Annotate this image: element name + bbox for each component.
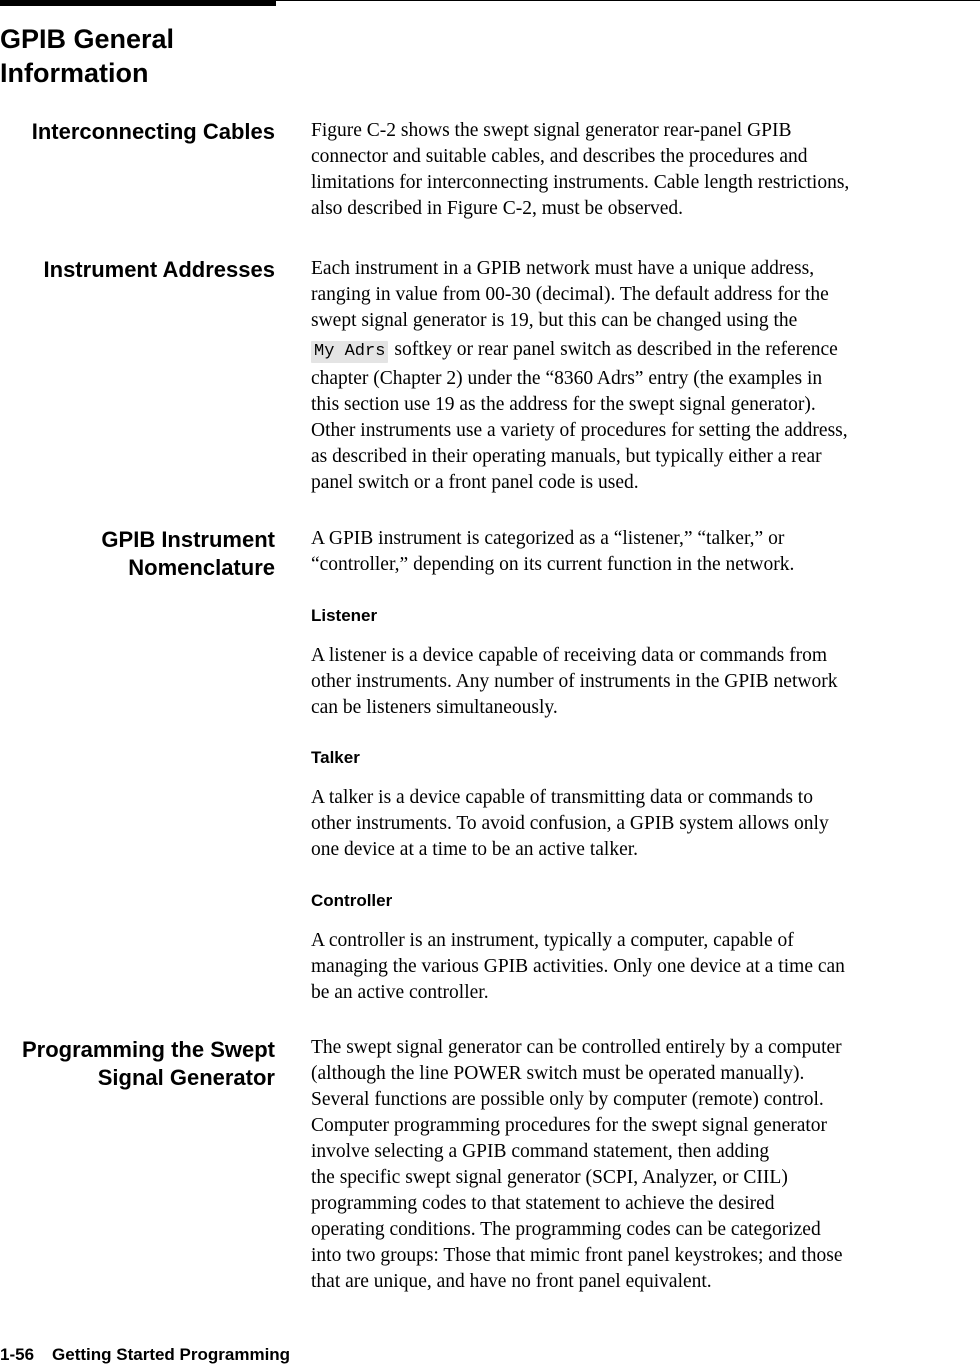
subheading-controller: Controller — [311, 891, 393, 910]
body-line: swept signal generator is 19, but this can be changed using the — [311, 310, 798, 331]
body-line: other instruments. To avoid confusion, a GPIB system allows only — [311, 813, 829, 834]
section-heading-line: GPIB Instrument — [101, 527, 275, 552]
section-body-instrument-addresses — [311, 256, 979, 496]
body-line: one device at a time to be an active talker. — [311, 839, 639, 860]
section-heading-programming — [0, 1036, 275, 1092]
talker-body — [311, 785, 979, 863]
body-line: also described in Figure C-2, must be observed. — [311, 198, 684, 219]
header-rule-thick — [0, 0, 276, 6]
page-title — [0, 22, 300, 90]
body-line: programming codes to that statement to achieve the desired — [311, 1193, 775, 1214]
body-line: other instruments. Any number of instruments in the GPIB network — [311, 671, 838, 692]
body-line: into two groups: Those that mimic front panel keystrokes; and those — [311, 1245, 843, 1266]
section-heading-instrument-addresses — [0, 256, 275, 284]
section-heading-gpib-instrument-nomenclature — [0, 526, 275, 582]
page-title-line: GPIB General — [0, 24, 175, 54]
section-body-gpib-instrument-nomenclature — [311, 526, 979, 578]
section-heading-line: Signal Generator — [97, 1065, 275, 1090]
body-line: can be listeners simultaneously. — [311, 697, 558, 718]
body-line-softkey — [311, 334, 979, 366]
body-line: A talker is a device capable of transmitting data or commands to — [311, 787, 813, 808]
body-line: that are unique, and have no front panel equivalent. — [311, 1271, 712, 1292]
subheading-listener: Listener — [311, 606, 378, 625]
page-number: 1-56 — [0, 1345, 35, 1364]
subheading-talker: Talker — [311, 748, 360, 767]
body-line: ranging in value from 00-30 (decimal). The default address for the — [311, 284, 829, 305]
section-heading-line: Interconnecting Cables — [31, 119, 275, 144]
body-line: involve selecting a GPIB command statement, then adding — [311, 1141, 770, 1162]
body-line: limitations for interconnecting instruments. Cable length restrictions, — [311, 172, 850, 193]
body-line: A controller is an instrument, typically a computer, capable of — [311, 930, 794, 951]
body-line: Figure C-2 shows the swept signal generator rear-panel GPIB — [311, 120, 792, 141]
body-line: Computer programming procedures for the swept signal generator — [311, 1115, 828, 1136]
body-line: “controller,” depending on its current function in the network. — [311, 554, 795, 575]
body-line: be an active controller. — [311, 982, 489, 1003]
my-adrs-softkey: My Adrs — [311, 341, 388, 363]
section-body-interconnecting-cables — [311, 118, 979, 222]
body-line: the specific swept signal generator (SCPI, Analyzer, or CIIL) — [311, 1167, 788, 1188]
listener-body — [311, 643, 979, 721]
body-line: operating conditions. The programming codes can be categorized — [311, 1219, 821, 1240]
body-line: as described in their operating manuals, but typically either a rear — [311, 446, 822, 467]
body-line: (although the line POWER switch must be operated manually). — [311, 1063, 805, 1084]
body-line: chapter (Chapter 2) under the “8360 Adrs” entry (the examples in — [311, 368, 823, 389]
body-line: this section use 19 as the address for the swept signal generator). — [311, 394, 816, 415]
section-heading-line: Nomenclature — [128, 555, 275, 580]
body-line: Several functions are possible only by computer (remote) control. — [311, 1089, 824, 1110]
page-footer — [0, 1344, 290, 1366]
body-line: A GPIB instrument is categorized as a “listener,” “talker,” or — [311, 528, 785, 549]
body-line: Each instrument in a GPIB network must have a unique address, — [311, 258, 815, 279]
controller-body — [311, 928, 979, 1006]
page-title-line: Information — [0, 58, 149, 88]
section-heading-interconnecting-cables — [0, 118, 275, 146]
header-rule-thin — [276, 0, 980, 1]
body-line: The swept signal generator can be controlled entirely by a computer — [311, 1037, 842, 1058]
section-body-programming — [311, 1035, 979, 1295]
body-line: A listener is a device capable of receiving data or commands from — [311, 645, 828, 666]
section-heading-line: Programming the Swept — [21, 1037, 275, 1062]
body-line-text: softkey or rear panel switch as described in the reference — [394, 339, 838, 360]
body-line: connector and suitable cables, and describes the procedures and — [311, 146, 808, 167]
section-heading-line: Instrument Addresses — [43, 257, 275, 282]
body-line: managing the various GPIB activities. Only one device at a time can — [311, 956, 845, 977]
chapter-name: Getting Started Programming — [52, 1345, 291, 1364]
body-line: panel switch or a front panel code is used. — [311, 472, 639, 493]
body-line: Other instruments use a variety of procedures for setting the address, — [311, 420, 848, 441]
